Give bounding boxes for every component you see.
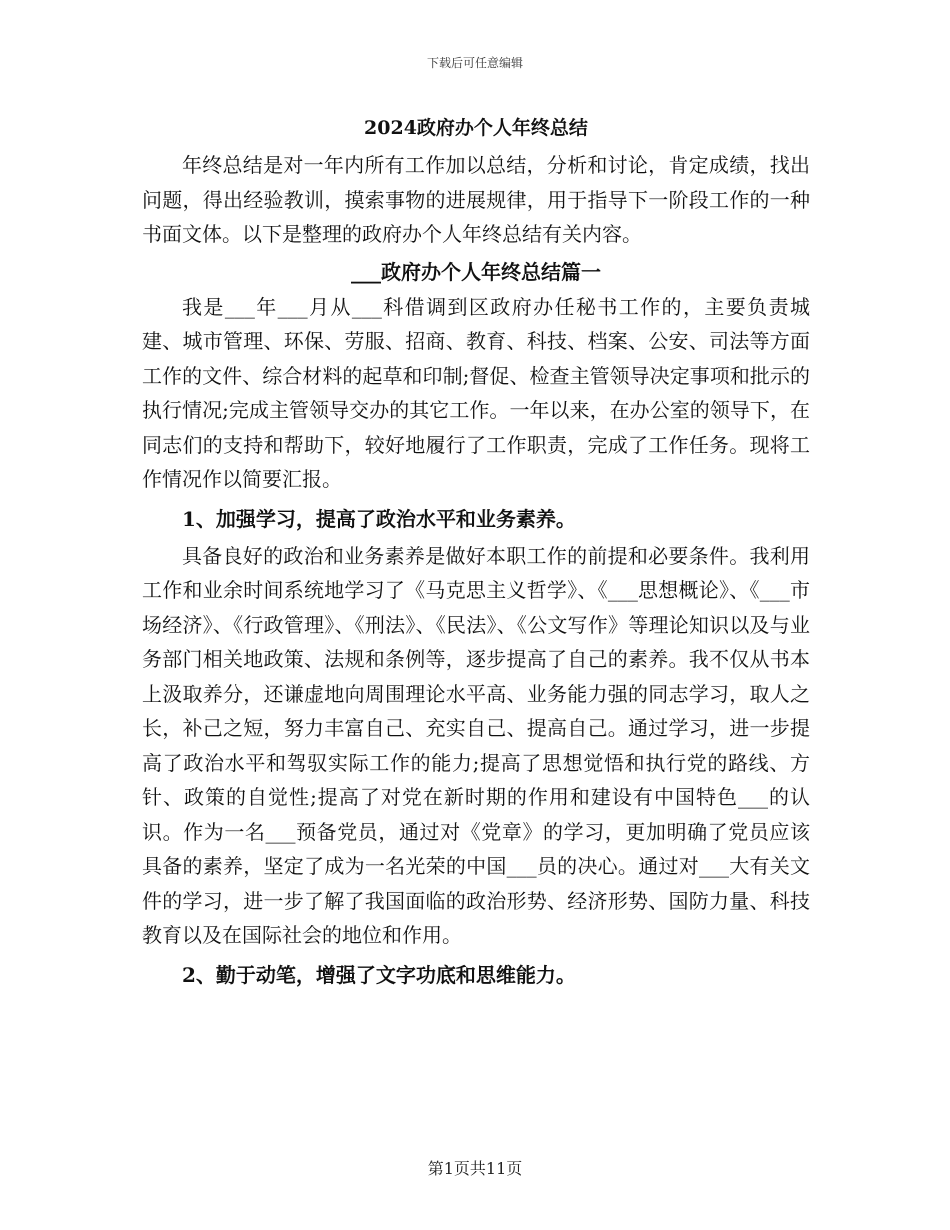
paragraph-2: 具备良好的政治和业务素养是做好本职工作的前提和必要条件。我利用工作和业余时间系统地学习了《马克思主义哲学》、《___思想概论》、《___市场经济》、《行政管理》、《刑法》、《民法》、《公文写作》等理论知识以及与业务部门相关地政策、法规和条例等，逐步提高了自己的素养。我不仅从书本上汲取养分，还谦虚地向周围理论水平高、业务能力强的同志学习，取人之长，补己之短，努力丰富自己、充实自己、提高自己。通过学习，进一步提高了政治水平和驾驭实际工作的能力;提高了思想觉悟和执行党的路线、方针、政策的自觉性;提高了对党在新时期的作用和建设有中国特色___的认识。作为一名___预备党员，通过对《党章》的学习，更加明确了党员应该具备的素养，坚定了成为一名光荣的中国___员的决心。通过对___大有关文件的学习，进一步了解了我国面临的政治形势、经济形势、国防力量、科技教育以及在国际社会的地位和作用。 <box>142 543 810 947</box>
document-title: 2024政府办个人年终总结 <box>364 117 588 139</box>
header-note: 下载后可任意编辑 <box>426 56 523 70</box>
document-body <box>142 108 810 995</box>
heading-1: 1、加强学习，提高了政治水平和业务素养。 <box>182 506 576 531</box>
page-footer: 第1页共11页 <box>427 1159 523 1178</box>
paragraph-1: 我是___年___月从___科借调到区政府办任秘书工作的，主要负责城建、城市管理、环保、劳服、招商、教育、科技、档案、公安、司法等方面工作的文件、综合材料的起草和印制;督促、检查主管领导决定事项和批示的执行情况;完成主管领导交办的其它工作。一年以来，在办公室的领导下，在同志们的支持和帮助下，较好地履行了工作职责，完成了工作任务。现将工作情况作以简要汇报。 <box>142 294 810 491</box>
intro-paragraph: 年终总结是对一年内所有工作加以总结，分析和讨论，肯定成绩，找出问题，得出经验教训，摸索事物的进展规律，用于指导下一阶段工作的一种书面文体。以下是整理的政府办个人年终总结有关内容。 <box>142 153 810 246</box>
heading-2: 2、勤于动笔，增强了文字功底和思维能力。 <box>182 962 576 987</box>
section-title: ___政府办个人年终总结篇一 <box>351 259 601 284</box>
